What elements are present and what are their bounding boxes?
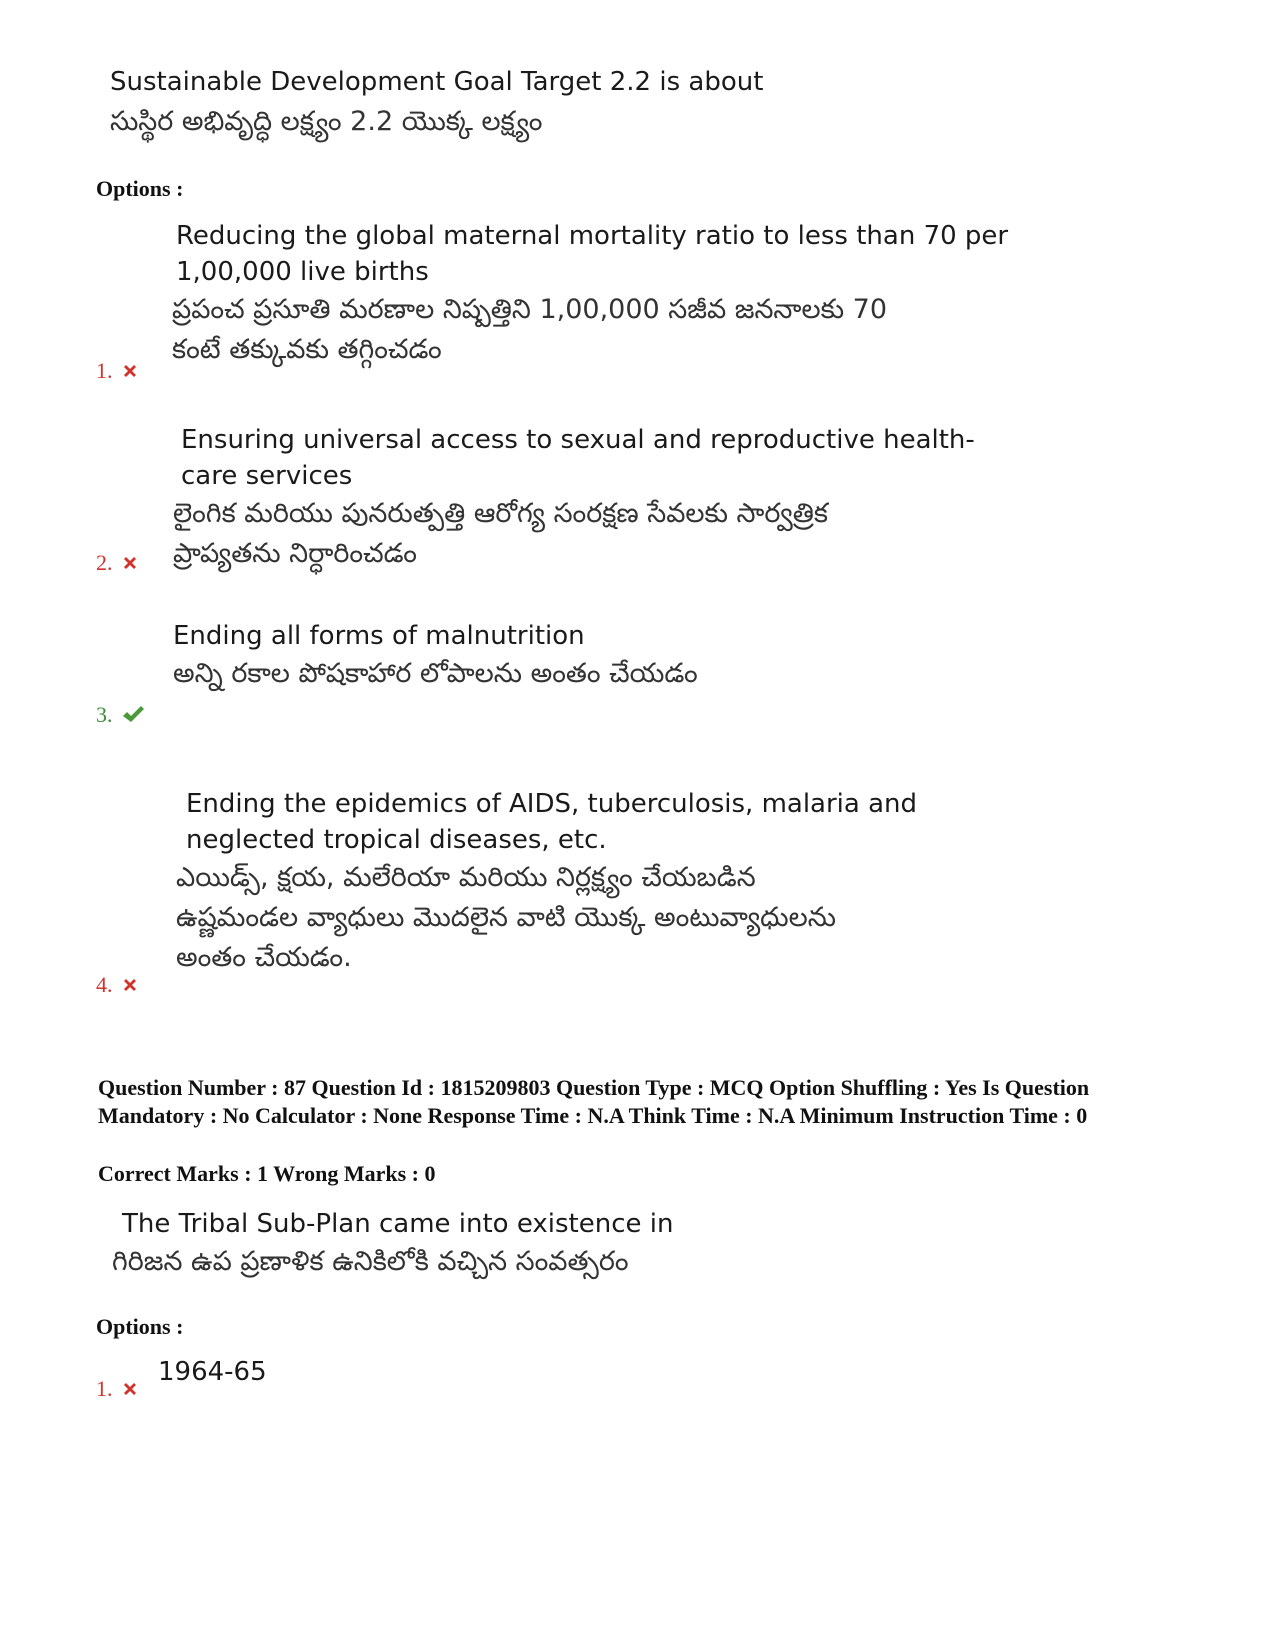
option-number: 1. — [96, 358, 113, 383]
option-text-english: Ensuring universal access to sexual and reproductive health- care services — [181, 425, 975, 491]
option-1-text — [158, 1354, 267, 1390]
cross-icon — [121, 976, 139, 994]
question-text-telugu: గిరిజన ఉప ప్రణాళిక ఉనికిలోకి వచ్చిన సంవత్సరం — [112, 1246, 629, 1277]
option-number: 2. — [96, 550, 113, 575]
option-4-marker — [96, 972, 139, 998]
cross-icon — [121, 1380, 139, 1398]
option-text-english: 1964-65 — [158, 1357, 267, 1387]
option-1-text — [172, 218, 1076, 370]
option-text-english: Reducing the global maternal mortality ratio to less than 70 per 1,00,000 live births — [176, 221, 1009, 287]
options-label: Options : — [96, 176, 184, 201]
option-text-telugu: లైంగిక మరియు పునరుత్పత్తి ఆరోగ్య సంరక్షణ సేవలకు సార్వత్రిక ప్రాప్యతను నిర్ధారించడం — [173, 498, 828, 569]
option-2-text — [173, 422, 1081, 574]
option-text-english: Ending all forms of malnutrition — [173, 621, 585, 651]
question-text-english: The Tribal Sub-Plan came into existence in — [122, 1209, 674, 1239]
cross-icon — [121, 554, 139, 572]
check-icon — [121, 705, 145, 725]
option-text-english: Ending the epidemics of AIDS, tuberculosis, malaria and neglected tropical diseases, etc. — [186, 789, 918, 855]
option-1-marker — [96, 1376, 139, 1402]
option-2-marker — [96, 550, 139, 576]
question-metadata: Question Number : 87 Question Id : 1815209803 Question Type : MCQ Option Shuffling : Yes Is Question Mandatory : No Calculator : None Response Time : N.A Think Time : N.A Minimum Instruction Time : 0 — [98, 1075, 1090, 1128]
option-4-text — [176, 786, 1086, 978]
question-text — [112, 1206, 1122, 1282]
option-3-text — [173, 618, 1073, 694]
option-text-telugu: అన్ని రకాల పోషకాహార లోపాలను అంతం చేయడం — [173, 658, 698, 689]
option-text-telugu: ప్రపంచ ప్రసూతి మరణాల నిష్పత్తిని 1,00,000 సజీవ జననాలకు 70 కంటే తక్కువకు తగ్గించడం — [172, 294, 888, 365]
question-text-telugu: సుస్థిర అభివృద్ధి లక్ష్యం 2.2 యొక్క లక్ష్యం — [110, 106, 543, 137]
question-text — [110, 64, 1110, 142]
option-text-telugu: ఎయిడ్స్, క్షయ, మలేరియా మరియు నిర్లక్ష్యం చేయబడిన ఉష్ణమండల వ్యాధులు మొదలైన వాటి యొక్క అంటువ్యాధులను అంతం చేయడం. — [176, 862, 837, 973]
question-text-english: Sustainable Development Goal Target 2.2 is about — [110, 67, 764, 97]
options-label: Options : — [96, 1314, 184, 1339]
option-1-marker — [96, 358, 139, 384]
marks-info: Correct Marks : 1 Wrong Marks : 0 — [98, 1161, 436, 1186]
option-number: 4. — [96, 972, 113, 997]
option-3-marker — [96, 702, 145, 728]
cross-icon — [121, 362, 139, 380]
option-number: 1. — [96, 1376, 113, 1401]
option-number: 3. — [96, 702, 113, 727]
